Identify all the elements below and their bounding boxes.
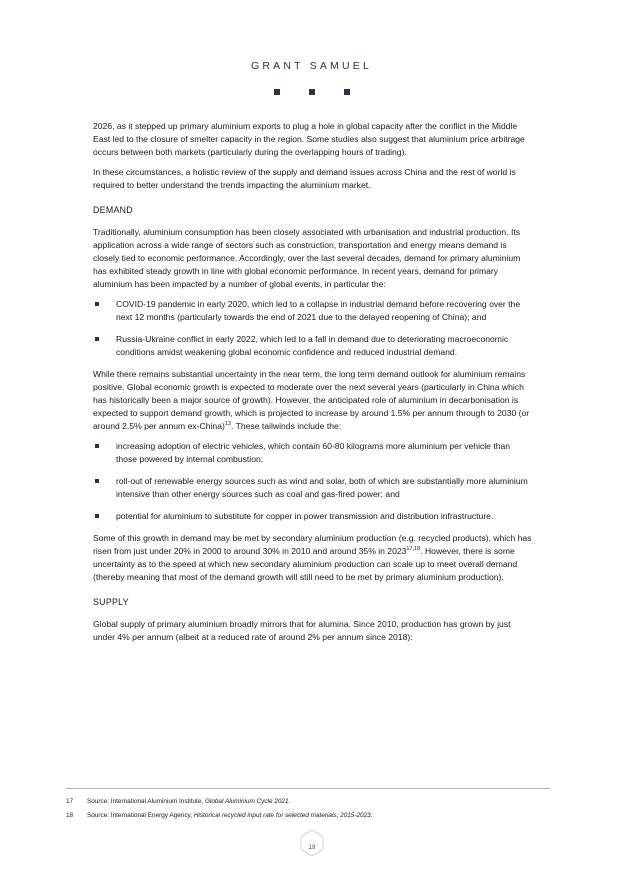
- header: [0, 60, 623, 72]
- square-mark: [309, 89, 315, 95]
- bullet-item: Russia-Ukraine conflict in early 2022, which led to a fall in demand due to deteriorating macroeconomic conditions amidst weakening global economic confidence and reduced industrial demand.: [93, 333, 533, 359]
- paragraph-text: . However, there is some uncertainty as to the speed at which new secondary aluminium production can scale up to meet overall demand (thereby meaning that most of the demand growth will still need to be met by primary aluminium production).: [93, 546, 518, 582]
- paragraph: In these circumstances, a holistic review of the supply and demand issues across China and the rest of world is required to better understand the trends impacting the aluminium market.: [93, 167, 516, 190]
- square-mark: [274, 89, 280, 95]
- footnote-number: 17: [66, 798, 74, 805]
- footnote-source: Source: International Aluminium Institute,: [87, 798, 205, 805]
- bullet-item: COVID-19 pandemic in early 2020, which led to a collapse in industrial demand before recovering over the next 12 months (particularly towards the end of 2021 due to the delayed reopening of China); and: [93, 298, 533, 324]
- paragraph: 2026, as it stepped up primary aluminium exports to plug a hole in global capacity after the conflict in the Middle East led to the closure of smelter capacity in the region. Some studies also suggest that aluminium price arbitrage occurs between both markets (particularly during the overlapping hours of trading).: [93, 121, 525, 157]
- footnote-number: 18: [66, 812, 74, 819]
- bullet-item: potential for aluminium to substitute for copper in power transmission and distribution infrastructure.: [93, 510, 533, 523]
- paragraph-text: . These tailwinds include the:: [230, 421, 342, 431]
- section-heading-supply: SUPPLY: [93, 597, 129, 607]
- footnotes: [66, 797, 550, 825]
- document-body: [93, 120, 533, 651]
- brand-logo-text: GRANT SAMUEL: [250, 60, 373, 72]
- footnote-divider: [66, 788, 550, 789]
- paragraph: [93, 368, 533, 433]
- footnote-text: [87, 797, 290, 806]
- paragraph-text: Some of this growth in demand may be met by secondary aluminium production (e.g. recycled products), which has risen from just under 20% in 2000 to around 30% in 2010 and around 35% in 2023: [93, 533, 532, 556]
- page-badge-icon: [300, 829, 324, 857]
- footnote-text: [87, 811, 372, 820]
- footnote-title: Historical recycled input rate for selected materials, 2015-2023.: [193, 812, 373, 819]
- footnote-ref: 13: [224, 421, 231, 428]
- page-number: 19: [308, 844, 316, 851]
- paragraph: Global supply of primary aluminium broadly mirrors that for alumina. Since 2010, production has grown by just under 4% per annum (albeit at a reduced rate of around 2% per annum since 2018):: [93, 619, 511, 642]
- bullet-list: [93, 298, 533, 359]
- bullet-item: roll-out of renewable energy sources such as wind and solar, both of which are substantially more aluminium intensive than other energy sources such as coal and gas-fired power; and: [93, 475, 533, 501]
- footnote: [66, 811, 550, 820]
- brand-squares: [0, 89, 623, 95]
- bullet-item: increasing adoption of electric vehicles, which contain 60-80 kilograms more aluminium per vehicle than those powered by internal combustion;: [93, 440, 533, 466]
- footnote-source: Source: International Energy Agency,: [87, 812, 194, 819]
- section-heading-demand: DEMAND: [93, 205, 133, 215]
- paragraph-text: While there remains substantial uncertainty in the near term, the long term demand outlook for aluminium remains positive. Global economic growth is expected to moderate over the next several years (particularly in China which has historically been a major source of growth). However, the anticipated role of aluminium in decarbonisation is expected to support demand growth, which is projected to increase by around 1.5% per annum through to 2030 (or around 2.5% per annum ex-China): [93, 369, 530, 431]
- paragraph: Traditionally, aluminium consumption has been closely associated with urbanisation and industrial production. Its application across a wide range of sectors such as construction, transportation and energy means demand is closely tied to economic performance. Accordingly, over the last several decades, demand for primary aluminium has exhibited steady growth in line with global economic performance. In recent years, demand for primary aluminium has been impacted by a number of global events, in particular the:: [93, 227, 521, 289]
- paragraph: [93, 532, 533, 584]
- footnote-title: Global Aluminium Cycle 2021.: [204, 798, 291, 805]
- footnote: [66, 797, 550, 806]
- bullet-list: [93, 440, 533, 523]
- footnote-ref: 17,18: [406, 546, 421, 553]
- square-mark: [344, 89, 350, 95]
